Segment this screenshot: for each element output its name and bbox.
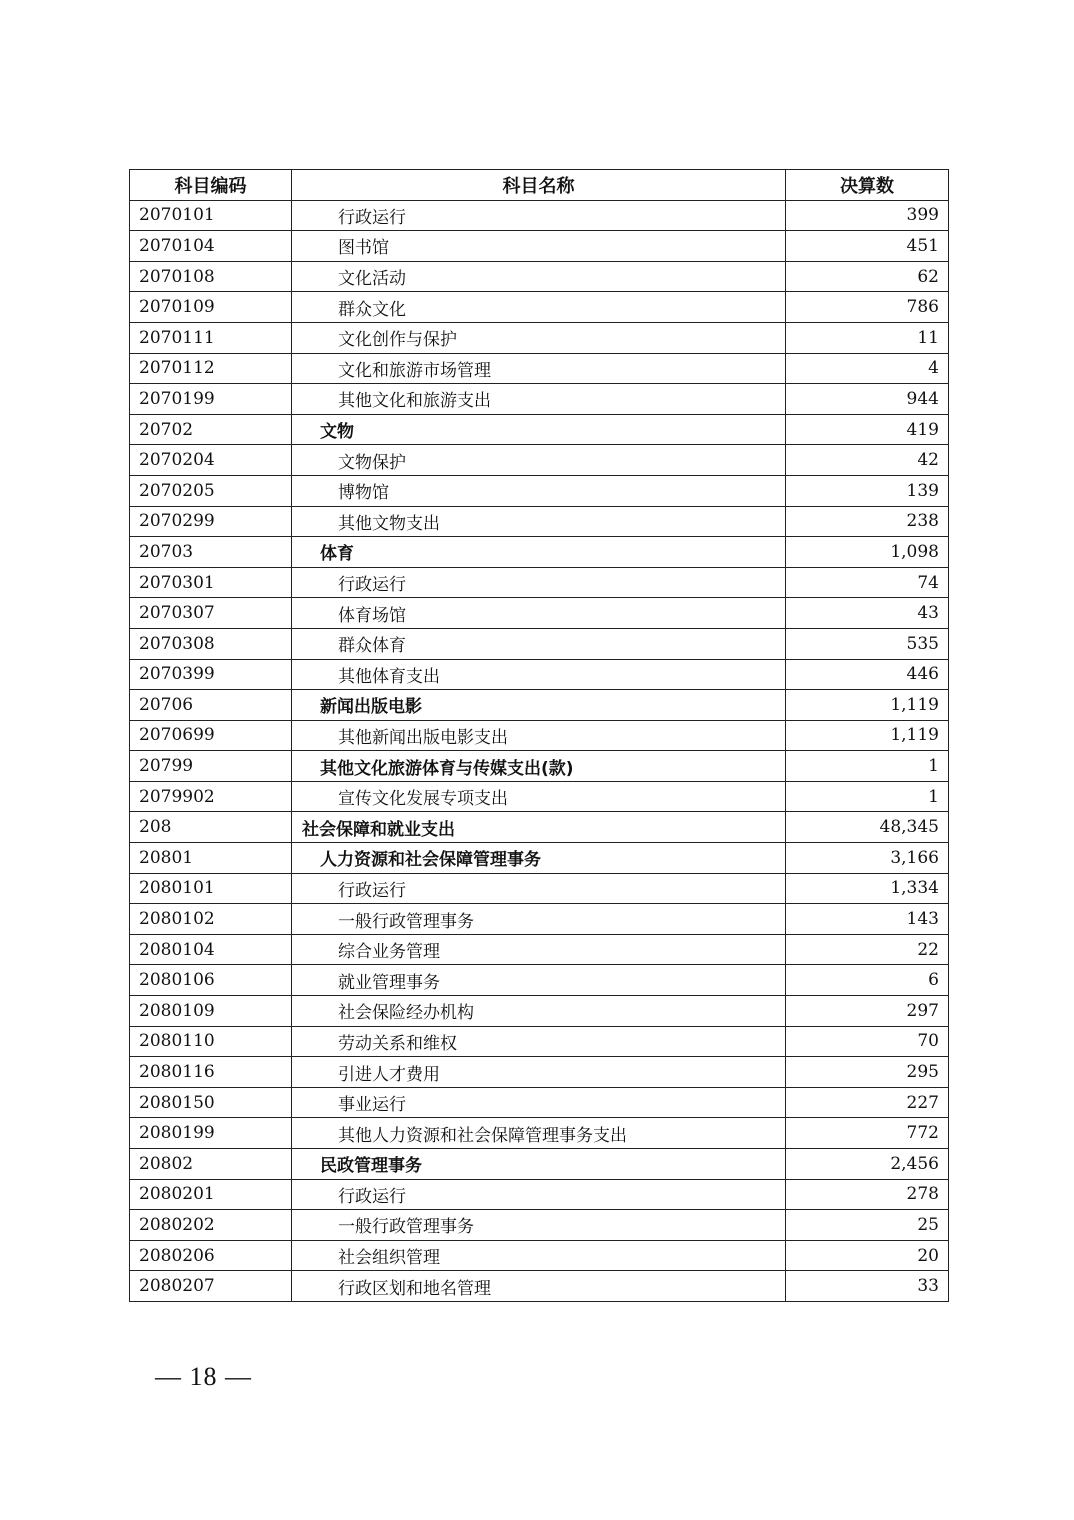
cell-code: 2070399: [130, 659, 292, 690]
cell-code: 20799: [130, 751, 292, 782]
cell-amount: 20: [786, 1240, 949, 1271]
cell-name: 文化创作与保护: [292, 322, 786, 353]
cell-name: 民政管理事务: [292, 1149, 786, 1180]
cell-code: 2080101: [130, 873, 292, 904]
cell-name: 群众文化: [292, 292, 786, 323]
cell-name: 文物: [292, 414, 786, 445]
cell-code: 2080106: [130, 965, 292, 996]
header-amount: 决算数: [786, 170, 949, 201]
cell-amount: 3,166: [786, 843, 949, 874]
cell-name: 行政运行: [292, 1179, 786, 1210]
table-row: [130, 1057, 949, 1088]
table-row: [130, 720, 949, 751]
cell-amount: 62: [786, 261, 949, 292]
cell-name: 其他体育支出: [292, 659, 786, 690]
table-row: [130, 1210, 949, 1241]
table-row: [130, 1118, 949, 1149]
cell-code: 2080110: [130, 1026, 292, 1057]
cell-code: 20801: [130, 843, 292, 874]
cell-code: 20706: [130, 690, 292, 721]
cell-name: 行政运行: [292, 873, 786, 904]
cell-amount: 11: [786, 322, 949, 353]
cell-name: 文物保护: [292, 445, 786, 476]
table-row: [130, 1271, 949, 1302]
table-row: [130, 843, 949, 874]
cell-code: 2080150: [130, 1087, 292, 1118]
cell-amount: 278: [786, 1179, 949, 1210]
cell-name: 宣传文化发展专项支出: [292, 781, 786, 812]
cell-amount: 446: [786, 659, 949, 690]
cell-code: 2070301: [130, 567, 292, 598]
table-row: [130, 1240, 949, 1271]
cell-name: 社会保障和就业支出: [292, 812, 786, 843]
cell-name: 社会保险经办机构: [292, 996, 786, 1027]
cell-code: 2070104: [130, 231, 292, 262]
cell-name: 劳动关系和维权: [292, 1026, 786, 1057]
cell-name: 其他人力资源和社会保障管理事务支出: [292, 1118, 786, 1149]
cell-code: 2070204: [130, 445, 292, 476]
cell-name: 一般行政管理事务: [292, 1210, 786, 1241]
cell-amount: 6: [786, 965, 949, 996]
cell-code: 2070112: [130, 353, 292, 384]
cell-name: 其他文化旅游体育与传媒支出(款): [292, 751, 786, 782]
cell-amount: 139: [786, 475, 949, 506]
cell-code: 2070308: [130, 628, 292, 659]
cell-name: 社会组织管理: [292, 1240, 786, 1271]
cell-code: 2070307: [130, 598, 292, 629]
cell-code: 2080109: [130, 996, 292, 1027]
table-row: [130, 1087, 949, 1118]
cell-amount: 772: [786, 1118, 949, 1149]
cell-amount: 1,334: [786, 873, 949, 904]
table-row: [130, 873, 949, 904]
cell-name: 引进人才费用: [292, 1057, 786, 1088]
budget-table: [129, 169, 949, 1302]
cell-code: 2080207: [130, 1271, 292, 1302]
cell-amount: 238: [786, 506, 949, 537]
table-row: [130, 812, 949, 843]
cell-code: 2070699: [130, 720, 292, 751]
cell-amount: 786: [786, 292, 949, 323]
cell-amount: 944: [786, 384, 949, 415]
cell-name: 体育场馆: [292, 598, 786, 629]
table-row: [130, 384, 949, 415]
cell-code: 20802: [130, 1149, 292, 1180]
cell-amount: 535: [786, 628, 949, 659]
cell-name: 行政区划和地名管理: [292, 1271, 786, 1302]
cell-name: 其他新闻出版电影支出: [292, 720, 786, 751]
table-row: [130, 445, 949, 476]
cell-amount: 143: [786, 904, 949, 935]
cell-code: 2070108: [130, 261, 292, 292]
cell-amount: 297: [786, 996, 949, 1027]
page-number: — 18 —: [155, 1362, 252, 1391]
table-row: [130, 292, 949, 323]
table-row: [130, 690, 949, 721]
cell-name: 一般行政管理事务: [292, 904, 786, 935]
cell-amount: 1: [786, 751, 949, 782]
table-row: [130, 567, 949, 598]
table-row: [130, 781, 949, 812]
cell-code: 2070205: [130, 475, 292, 506]
cell-amount: 4: [786, 353, 949, 384]
cell-amount: 399: [786, 200, 949, 231]
cell-code: 2080199: [130, 1118, 292, 1149]
cell-name: 图书馆: [292, 231, 786, 262]
table-row: [130, 200, 949, 231]
cell-code: 208: [130, 812, 292, 843]
cell-code: 2080102: [130, 904, 292, 935]
table-row: [130, 1179, 949, 1210]
cell-name: 新闻出版电影: [292, 690, 786, 721]
table-row: [130, 965, 949, 996]
cell-code: 2080202: [130, 1210, 292, 1241]
cell-name: 博物馆: [292, 475, 786, 506]
cell-name: 人力资源和社会保障管理事务: [292, 843, 786, 874]
table-row: [130, 659, 949, 690]
cell-code: 2070299: [130, 506, 292, 537]
cell-name: 其他文化和旅游支出: [292, 384, 786, 415]
header-row: [130, 170, 949, 201]
cell-code: 2080206: [130, 1240, 292, 1271]
cell-name: 其他文物支出: [292, 506, 786, 537]
cell-code: 20702: [130, 414, 292, 445]
table-row: [130, 751, 949, 782]
cell-name: 行政运行: [292, 200, 786, 231]
table-row: [130, 1149, 949, 1180]
cell-name: 综合业务管理: [292, 934, 786, 965]
cell-code: 2079902: [130, 781, 292, 812]
cell-amount: 227: [786, 1087, 949, 1118]
table-row: [130, 1026, 949, 1057]
table-row: [130, 322, 949, 353]
table-row: [130, 475, 949, 506]
cell-amount: 48,345: [786, 812, 949, 843]
cell-amount: 42: [786, 445, 949, 476]
cell-amount: 33: [786, 1271, 949, 1302]
table-row: [130, 537, 949, 568]
cell-amount: 22: [786, 934, 949, 965]
cell-amount: 43: [786, 598, 949, 629]
cell-name: 群众体育: [292, 628, 786, 659]
cell-amount: 1,098: [786, 537, 949, 568]
cell-code: 2070199: [130, 384, 292, 415]
cell-amount: 295: [786, 1057, 949, 1088]
cell-amount: 2,456: [786, 1149, 949, 1180]
table-body: [130, 200, 949, 1301]
cell-amount: 1,119: [786, 720, 949, 751]
table-row: [130, 231, 949, 262]
cell-amount: 419: [786, 414, 949, 445]
header-name: 科目名称: [292, 170, 786, 201]
table-row: [130, 628, 949, 659]
cell-amount: 74: [786, 567, 949, 598]
cell-code: 2070101: [130, 200, 292, 231]
cell-amount: 1: [786, 781, 949, 812]
cell-name: 就业管理事务: [292, 965, 786, 996]
cell-code: 2080104: [130, 934, 292, 965]
cell-amount: 70: [786, 1026, 949, 1057]
table-row: [130, 506, 949, 537]
cell-amount: 451: [786, 231, 949, 262]
table-row: [130, 598, 949, 629]
cell-code: 2080201: [130, 1179, 292, 1210]
header-code: 科目编码: [130, 170, 292, 201]
cell-amount: 1,119: [786, 690, 949, 721]
cell-amount: 25: [786, 1210, 949, 1241]
cell-code: 2080116: [130, 1057, 292, 1088]
table-row: [130, 904, 949, 935]
cell-code: 2070111: [130, 322, 292, 353]
cell-name: 事业运行: [292, 1087, 786, 1118]
table-row: [130, 353, 949, 384]
table-row: [130, 414, 949, 445]
cell-code: 2070109: [130, 292, 292, 323]
table-row: [130, 261, 949, 292]
table-row: [130, 996, 949, 1027]
cell-name: 文化活动: [292, 261, 786, 292]
table-row: [130, 934, 949, 965]
cell-name: 行政运行: [292, 567, 786, 598]
cell-name: 体育: [292, 537, 786, 568]
cell-code: 20703: [130, 537, 292, 568]
cell-name: 文化和旅游市场管理: [292, 353, 786, 384]
